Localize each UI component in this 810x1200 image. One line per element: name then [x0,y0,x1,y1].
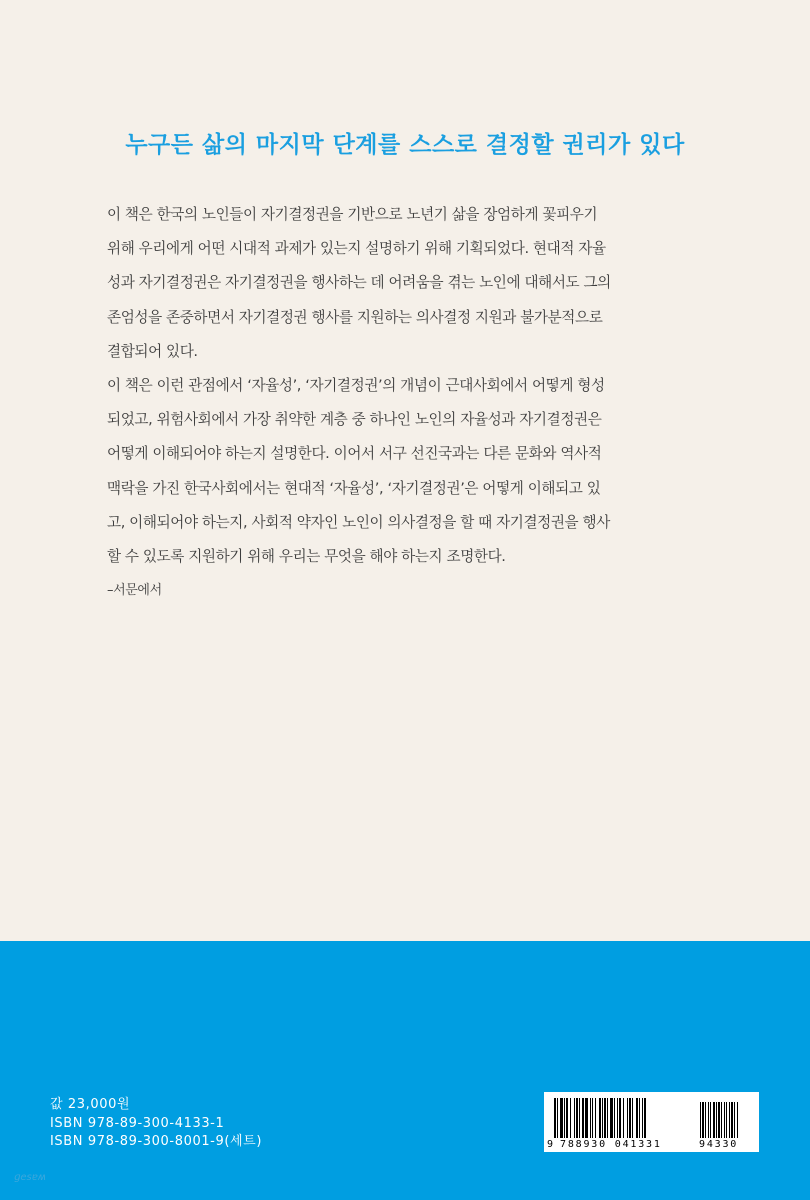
barcode-bar [574,1098,575,1138]
description-line: 할 수 있도록 지원하기 위해 우리는 무엇을 해야 하는지 조명한다. [107,548,506,566]
barcode-addon-bar [713,1102,715,1138]
barcode-first-digit: 9 [547,1139,555,1150]
description-line: 존엄성을 존중하면서 자기결정권 행사를 지원하는 의사결정 지원과 불가분적으로 [107,308,603,326]
barcode-bar [590,1098,591,1138]
headline: 누구든 삶의 마지막 단계를 스스로 결정할 권리가 있다 [125,131,685,158]
barcode-bar [642,1098,643,1138]
blue-footer-band [0,941,810,1200]
barcode-addon-digits: 94330 [699,1139,739,1150]
barcode-bar [566,1098,568,1138]
barcode-bar [570,1098,571,1138]
description-line: 성과 자기결정권은 자기결정권을 행사하는 데 어려움을 겪는 노인에 대해서도 그의 [107,274,611,292]
barcode-bar [554,1098,556,1138]
barcode-bar [644,1098,646,1138]
barcode-bar [557,1098,558,1138]
isbn-barcode [544,1092,759,1152]
description-line: 이 책은 이런 관점에서 ‘자율성’, ‘자기결정권’의 개념이 근대사회에서 어떻게 형성 [107,377,605,395]
description-line: 되었고, 위험사회에서 가장 취약한 계층 중 하나인 노인의 자율성과 자기결정권은 [107,411,602,429]
barcode-bar [592,1098,593,1138]
barcode-bar [599,1098,601,1138]
barcode-bar [629,1098,631,1138]
description-line: 결합되어 있다. [107,342,198,360]
barcode-bar [607,1098,608,1138]
barcode-addon-bar [729,1102,730,1138]
barcode-addon-bar [710,1102,711,1138]
barcode-bar [604,1098,606,1138]
barcode-addon-bar [700,1102,701,1138]
barcode-addon-bar [721,1102,722,1138]
barcode-main-digits: 788930 041331 [560,1139,662,1150]
barcode-bar [582,1098,584,1138]
barcode-addon-bar [705,1102,706,1138]
isbn-single: ISBN 978-89-300-4133-1 [50,1115,225,1131]
barcode-bar [636,1098,638,1138]
description-line: 위해 우리에게 어떤 시대적 과제가 있는지 설명하기 위해 기획되었다. 현대적 자율 [107,240,606,258]
barcode-addon-bar [718,1102,720,1138]
barcode-bar [576,1098,578,1138]
barcode-addon-bar [726,1102,727,1138]
source-attribution: –서문에서 [107,583,162,599]
barcode-bar [627,1098,628,1138]
barcode-bar [595,1098,596,1138]
barcode-bar [560,1098,563,1138]
barcode-addon-bar [724,1102,725,1138]
barcode-addon-bar [708,1102,709,1138]
isbn-set: ISBN 978-89-300-8001-9(세트) [50,1134,263,1149]
barcode-bar [579,1098,580,1138]
description-line: 맥락을 가진 한국사회에서는 현대적 ‘자율성’, ‘자기결정권’은 어떻게 이해되고 있 [107,479,601,497]
barcode-bar [602,1098,603,1138]
barcode-bar [617,1098,618,1138]
description-line: 이 책은 한국의 노인들이 자기결정권을 기반으로 노년기 삶을 장엄하게 꽃피우기 [107,206,598,223]
barcode-bar [585,1098,588,1138]
barcode-bar [619,1098,621,1138]
barcode-bar [632,1098,633,1138]
barcode-bar [639,1098,640,1138]
barcode-addon-bar [702,1102,704,1138]
barcode-addon-bar [737,1102,738,1138]
barcode-bar [564,1098,565,1138]
description-line: 어떻게 이해되어야 하는지 설명한다. 이어서 서구 선진국과는 다른 문화와 역사적 [107,445,602,463]
barcode-addon-bar [716,1102,717,1138]
barcode-bar [610,1098,613,1138]
price: 값 23,000원 [50,1097,131,1112]
barcode-addon-bar [731,1102,733,1138]
barcode-addon-bar [734,1102,735,1138]
barcode-bar [623,1098,624,1138]
barcode-bar [614,1098,615,1138]
description-line: 고, 이해되어야 하는지, 사회적 약자인 노인이 의사결정을 할 때 자기결정권을 행사 [107,513,610,531]
description-text [107,198,707,608]
corner-logo-mark: ɡesɐʍ [14,1172,47,1183]
price-isbn-block [50,1096,262,1152]
